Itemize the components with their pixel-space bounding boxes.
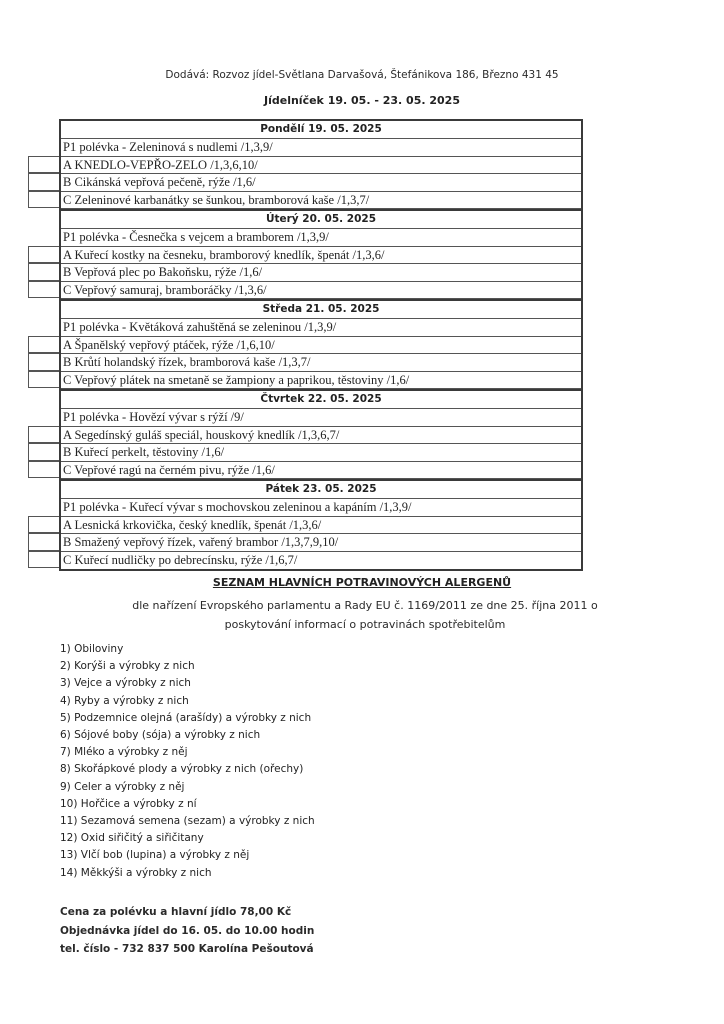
menu-row-c [61, 462, 581, 480]
menu-row-soup [61, 499, 581, 517]
menu-row-b [61, 174, 581, 192]
allergen-item: 7) Mléko a výrobky z něj [60, 746, 188, 759]
order-count-cell[interactable] [28, 516, 59, 534]
menu-item-text: A KNEDLO-VEPŘO-ZELO /1,3,6,10/ [63, 157, 258, 172]
allergen-list [60, 641, 315, 882]
allergen-item: 5) Podzemnice olejná (arašídy) a výrobky z nich [60, 711, 312, 724]
allergen-item: 8) Skořápkové plody a výrobky z nich (ořechy) [60, 763, 304, 776]
allergen-item: 13) Vlčí bob (lupina) a výrobky z něj [60, 849, 250, 862]
menu-row-c [61, 192, 581, 210]
menu-item-text: P1 polévka - Zeleninová s nudlemi /1,3,9/ [63, 140, 273, 154]
allergen-subtitle [70, 596, 660, 634]
menu-table [59, 119, 583, 571]
order-count-cell[interactable] [28, 173, 59, 191]
day-heading: Pátek 23. 05. 2025 [61, 479, 581, 499]
order-count-cell[interactable] [28, 191, 59, 209]
menu-row-soup [61, 229, 581, 247]
menu-title: Jídelníček 19. 05. - 23. 05. 2025 [264, 94, 460, 107]
menu-row-b [61, 534, 581, 552]
menu-item-text: B Kuřecí perkelt, těstoviny /1,6/ [63, 445, 225, 459]
allergen-item: 2) Korýši a výrobky z nich [60, 660, 195, 673]
menu-row-c [61, 552, 581, 570]
menu-item-text: C Vepřový samuraj, bramboráčky /1,3,6/ [63, 282, 267, 297]
menu-row-a [61, 427, 581, 445]
menu-row-a [61, 337, 581, 355]
day-block-wednesday [61, 299, 581, 389]
day-block-friday [61, 479, 581, 569]
menu-item-text: B Cikánská vepřová pečeně, rýže /1,6/ [63, 175, 256, 189]
menu-row-c [61, 282, 581, 300]
menu-item-text: A Lesnická krkovička, český knedlík, špenát /1,3,6/ [63, 517, 322, 532]
allergen-item: 4) Ryby a výrobky z nich [60, 694, 189, 707]
day-heading: Úterý 20. 05. 2025 [61, 209, 581, 229]
allergen-item: 9) Celer a výrobky z něj [60, 780, 185, 793]
menu-row-c [61, 372, 581, 390]
menu-item-text: C Kuřecí nudličky po debrecínsku, rýže /1,6,7/ [63, 552, 298, 567]
menu-item-text: B Vepřová plec po Bakoňsku, rýže /1,6/ [63, 265, 263, 279]
day-block-monday [61, 121, 581, 209]
menu-item-text: A Segedínský guláš speciál, houskový knedlík /1,3,6,7/ [63, 427, 340, 442]
day-block-tuesday [61, 209, 581, 299]
day-heading: Čtvrtek 22. 05. 2025 [61, 389, 581, 409]
order-count-cell[interactable] [28, 336, 59, 354]
allergen-subtitle-line: dle nařízení Evropského parlamentu a Rady EU č. 1169/2011 ze dne 25. října 2011 o [132, 599, 598, 612]
menu-item-text: P1 polévka - Kuřecí vývar s mochovskou zeleninou a kapáním /1,3,9/ [63, 500, 412, 514]
allergen-item: 11) Sezamová semena (sezam) a výrobky z nich [60, 815, 315, 828]
day-block-thursday [61, 389, 581, 479]
order-count-cell[interactable] [28, 426, 59, 444]
menu-item-text: C Vepřový plátek na smetaně se žampiony a paprikou, těstoviny /1,6/ [63, 372, 410, 387]
allergen-item: 12) Oxid siřičitý a siřičitany [60, 832, 204, 845]
order-count-cell[interactable] [28, 353, 59, 371]
menu-row-soup [61, 139, 581, 157]
day-heading: Pondělí 19. 05. 2025 [61, 121, 581, 139]
allergen-item: 14) Měkkýši a výrobky z nich [60, 866, 212, 879]
menu-row-a [61, 157, 581, 175]
menu-row-soup [61, 319, 581, 337]
menu-item-text: P1 polévka - Hovězí vývar s rýží /9/ [63, 410, 244, 424]
menu-row-a [61, 517, 581, 535]
order-count-cell[interactable] [28, 533, 59, 551]
menu-item-text: C Zeleninové karbanátky se šunkou, bramborová kaše /1,3,7/ [63, 192, 370, 207]
allergen-item: 6) Sójové boby (sója) a výrobky z nich [60, 729, 261, 742]
order-count-cell[interactable] [28, 461, 59, 479]
allergen-subtitle-line: poskytování informací o potravinách spotřebitelům [224, 618, 506, 631]
contact-line: tel. číslo - 732 837 500 Karolína Pešoutová [60, 943, 314, 955]
order-count-cell[interactable] [28, 263, 59, 281]
order-count-cell[interactable] [28, 443, 59, 461]
order-deadline-line: Objednávka jídel do 16. 05. do 10.00 hodin [60, 924, 315, 937]
menu-row-b [61, 354, 581, 372]
order-count-cell[interactable] [28, 371, 59, 389]
allergen-item: 10) Hořčice a výrobky z ní [60, 797, 197, 810]
allergen-title: SEZNAM HLAVNÍCH POTRAVINOVÝCH ALERGENŮ [212, 576, 512, 589]
menu-item-text: P1 polévka - Květáková zahuštěná se zeleninou /1,3,9/ [63, 320, 337, 334]
order-count-cell[interactable] [28, 156, 59, 174]
footer-info [60, 903, 314, 959]
menu-item-text: C Vepřové ragú na černém pivu, rýže /1,6/ [63, 462, 275, 477]
allergen-item: 1) Obiloviny [60, 643, 124, 655]
menu-item-text: B Krůtí holandský řízek, bramborová kaše /1,3,7/ [63, 355, 311, 369]
order-count-cell[interactable] [28, 551, 59, 569]
order-count-cell[interactable] [28, 246, 59, 264]
supplier-info: Dodává: Rozvoz jídel-Světlana Darvašová, Štefánikova 186, Březno 431 45 [165, 69, 559, 81]
day-heading: Středa 21. 05. 2025 [61, 299, 581, 319]
price-line: Cena za polévku a hlavní jídlo 78,00 Kč [60, 906, 292, 918]
menu-row-b [61, 444, 581, 462]
menu-item-text: P1 polévka - Česnečka s vejcem a bramborem /1,3,9/ [63, 230, 329, 244]
menu-item-text: B Smažený vepřový řízek, vařený brambor /1,3,7,9,10/ [63, 535, 339, 549]
menu-row-b [61, 264, 581, 282]
order-count-cell[interactable] [28, 281, 59, 299]
menu-item-text: A Španělský vepřový ptáček, rýže /1,6,10/ [63, 337, 275, 352]
menu-row-a [61, 247, 581, 265]
menu-row-soup [61, 409, 581, 427]
allergen-item: 3) Vejce a výrobky z nich [60, 677, 191, 690]
menu-item-text: A Kuřecí kostky na česneku, bramborový knedlík, špenát /1,3,6/ [63, 247, 385, 262]
